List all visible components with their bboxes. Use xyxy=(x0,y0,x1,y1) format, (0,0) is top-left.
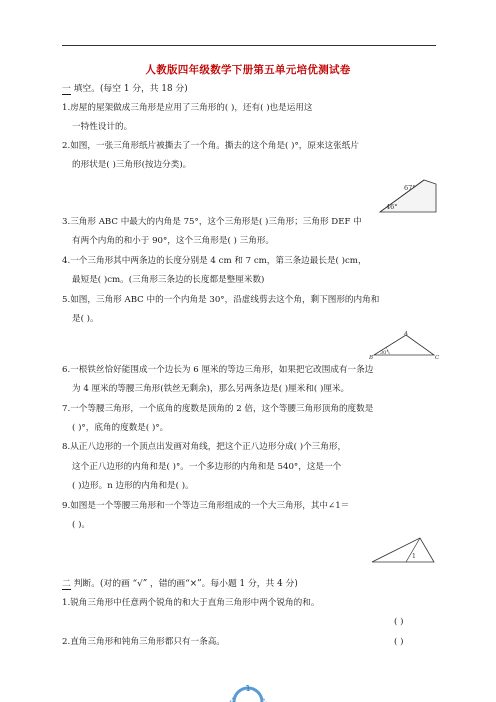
q7-line1: 7.一个等腰三角形，一个底角的度数是顶角的 2 倍，这个等腰三角形顶角的度数是 xyxy=(62,404,374,414)
q9-angle-label: 1 xyxy=(412,553,416,560)
s2-q1-answer-paren: ( ) xyxy=(394,617,404,627)
q4-line2: 最短是( )cm。(三角形三条边的长度都是整厘米数) xyxy=(72,275,265,285)
q5-vertex-a: A xyxy=(404,331,408,337)
q3-line2: 有两个内角的和小于 90°，这个三角形是( ) 三角形。 xyxy=(72,236,275,246)
q9-combined-triangle-figure xyxy=(368,536,438,566)
q6-line1: 6.一根铁丝恰好能围成一个边长为 6 厘米的等边三角形，如果把它改围成有一条边 xyxy=(62,365,374,375)
q8-line1: 8.从正八边形的一个顶点出发画对角线，把这个正八边形分成( )个三角形， xyxy=(62,442,347,452)
s2-q2-line: 2.直角三角形和钝角三角形都只有一条高。 xyxy=(62,637,225,647)
page-number-badge xyxy=(228,678,268,702)
q5-vertex-c: C xyxy=(435,355,440,361)
q2-line2: 的形状是( )三角形(按边分类)。 xyxy=(72,160,192,170)
s2-q2-answer-paren: ( ) xyxy=(394,637,404,647)
page-number: 1 xyxy=(245,684,251,693)
q5-angle-label: 30° xyxy=(380,350,389,356)
q3-line1: 3.三角形 ABC 中最大的内角是 75°，这个三角形是( )三角形；三角形 DEF 中 xyxy=(62,217,362,227)
exam-title: 人教版四年级数学下册第五单元培优测试卷 xyxy=(145,64,351,76)
q2-angle-bottom-label: 46° xyxy=(386,203,398,211)
q5-line1: 5.如图，三角形 ABC 中的一个内角是 30°，沿虚线剪去这个角，剩下图形的内角和 xyxy=(62,295,380,305)
q1-line1: 1.房屋的屋架做成三角形是应用了三角形的( )，还有( )也是运用这 xyxy=(62,103,313,113)
section1-header: 一 填空。(每空 1 分，共 18 分) xyxy=(62,84,188,94)
section2-header: 二 判断。(对的画 “√” ，错的画“×”。每小题 1 分，共 4 分) xyxy=(62,579,298,589)
q4-line1: 4.一个三角形其中两条边的长度分别是 4 cm 和 7 cm，第三条边最长是( )cm， xyxy=(62,256,367,266)
q5-vertex-b: B xyxy=(369,355,374,361)
q2-angle-top-label: 67° xyxy=(404,184,416,192)
q9-line1: 9.如图是一个等腰三角形和一个等边三角形组成的一个大三角形，其中∠1＝ xyxy=(62,501,350,511)
q1-line2: 一特性设计的。 xyxy=(72,122,133,132)
q5-line2: 是( )。 xyxy=(72,314,99,324)
q2-line1: 2.如图，一张三角形纸片被撕去了一个角。撕去的这个角是( )°，原来这张纸片 xyxy=(62,141,359,151)
q5-triangle-abc-figure xyxy=(368,331,440,361)
header-rule xyxy=(62,45,436,46)
q2-torn-triangle-figure xyxy=(378,178,438,214)
q9-line2: ( )。 xyxy=(72,520,91,530)
q7-line2: ( )°，底角的度数是( )°。 xyxy=(72,423,169,433)
q8-line2: 这个正八边形的内角和是( )°。一个多边形的内角和是 540°，这是一个 xyxy=(72,462,342,472)
q6-line2: 为 4 厘米的等腰三角形(铁丝无剩余)，那么另两条边是( )厘米和( )厘米。 xyxy=(72,384,350,394)
q8-line3: ( )边形。n 边形的内角和是( )。 xyxy=(72,481,194,491)
s2-q1-line: 1.锐角三角形中任意两个锐角的和大于直角三角形中两个锐角的和。 xyxy=(62,598,320,608)
